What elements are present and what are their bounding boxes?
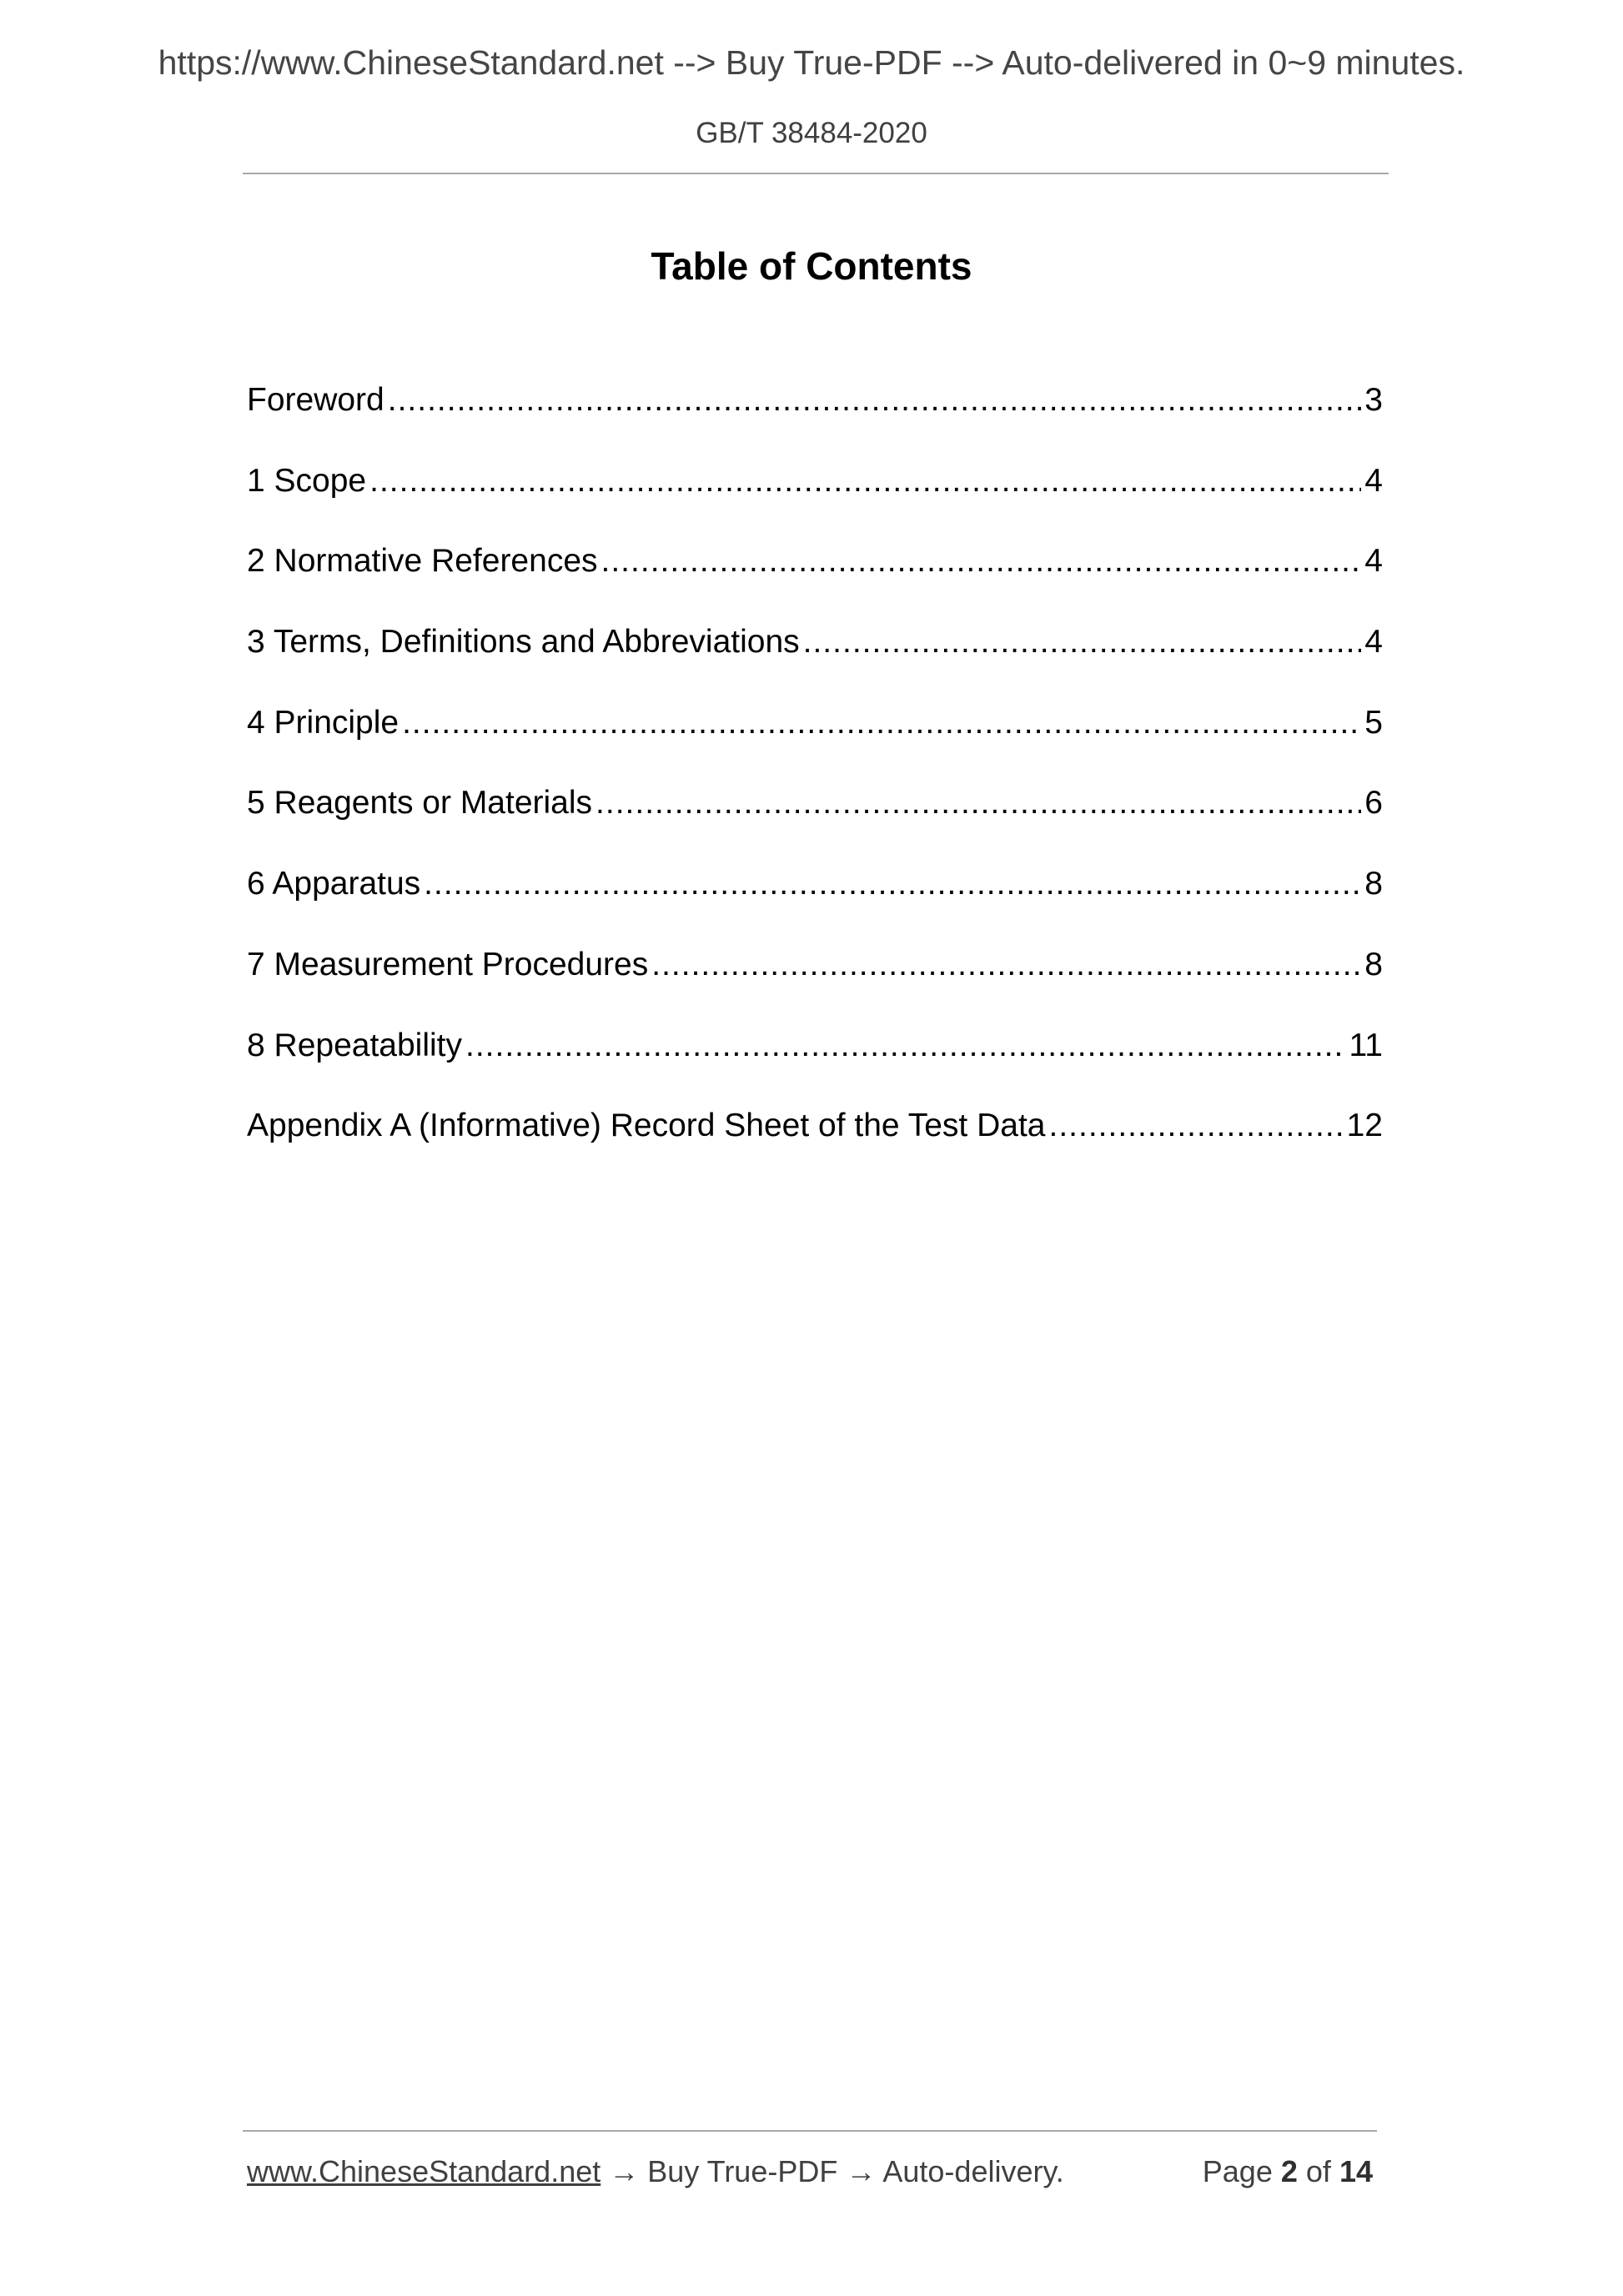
dot-leader [465, 1025, 1346, 1067]
toc-entry-label: 8 Repeatability [247, 1027, 462, 1063]
document-code: GB/T 38484-2020 [696, 117, 927, 149]
toc-entry-apparatus[interactable] [247, 863, 1383, 944]
toc-entry-page: 3 [1364, 382, 1383, 418]
dot-leader [803, 621, 1362, 663]
arrow-right-icon: → [846, 2154, 877, 2188]
toc-entry-normative-references[interactable] [247, 540, 1383, 621]
footer-promo [247, 2154, 1064, 2189]
toc-entry-page: 8 [1364, 946, 1383, 982]
toc-entry-label: 2 Normative References [247, 543, 598, 580]
toc-entry-label: Appendix A (Informative) Record Sheet of the Test Data [247, 1108, 1046, 1144]
toc-entry-reagents[interactable] [247, 782, 1383, 863]
page-indicator [1203, 2154, 1373, 2189]
page-title: Table of Contents [651, 244, 972, 288]
source-banner: https://www.ChineseStandard.net --> Buy True-PDF --> Auto-delivered in 0~9 minutes. [158, 43, 1465, 82]
toc-entry-label: 4 Principle [247, 704, 399, 741]
toc-entry-label: 3 Terms, Definitions and Abbreviations [247, 624, 800, 661]
footer-site-link[interactable]: www.ChineseStandard.net [247, 2154, 601, 2188]
footer-divider [243, 2130, 1377, 2132]
toc-entry-appendix-a[interactable] [247, 1105, 1383, 1186]
toc-entry-label: 6 Apparatus [247, 866, 421, 902]
toc-entry-label: 5 Reagents or Materials [247, 785, 593, 821]
toc-entry-measurement-procedures[interactable] [247, 944, 1383, 1025]
dot-leader [424, 863, 1361, 905]
toc-entry-label: 1 Scope [247, 462, 367, 499]
footer-delivery-text: Auto-delivery. [882, 2154, 1064, 2188]
dot-leader [601, 540, 1362, 582]
header-divider [243, 173, 1389, 174]
toc-entry-terms-definitions[interactable] [247, 621, 1383, 702]
toc-entry-page: 4 [1364, 624, 1383, 661]
toc-entry-label: 7 Measurement Procedures [247, 946, 649, 982]
toc-list [247, 379, 1383, 1186]
arrow-right-icon: → [609, 2154, 640, 2188]
dot-leader [651, 944, 1361, 986]
toc-entry-label: Foreword [247, 382, 384, 418]
toc-entry-page: 8 [1364, 866, 1383, 902]
of-word: of [1305, 2154, 1331, 2188]
toc-entry-repeatability[interactable] [247, 1025, 1383, 1106]
toc-entry-page: 4 [1364, 543, 1383, 580]
dot-leader [1048, 1105, 1343, 1147]
page-current: 2 [1280, 2154, 1298, 2188]
toc-entry-page: 4 [1364, 462, 1383, 499]
toc-entry-foreword[interactable] [247, 379, 1383, 460]
page-word: Page [1202, 2154, 1273, 2188]
toc-entry-page: 12 [1346, 1108, 1383, 1144]
toc-entry-page: 5 [1364, 704, 1383, 741]
toc-entry-page: 6 [1364, 785, 1383, 821]
dot-leader [369, 460, 1361, 502]
toc-entry-scope[interactable] [247, 460, 1383, 541]
dot-leader [595, 782, 1361, 824]
toc-entry-principle[interactable] [247, 702, 1383, 783]
dot-leader [388, 379, 1362, 421]
footer-buy-text: Buy True-PDF [647, 2154, 838, 2188]
page-total: 14 [1339, 2154, 1373, 2188]
dot-leader [402, 702, 1361, 744]
toc-entry-page: 11 [1349, 1027, 1383, 1063]
